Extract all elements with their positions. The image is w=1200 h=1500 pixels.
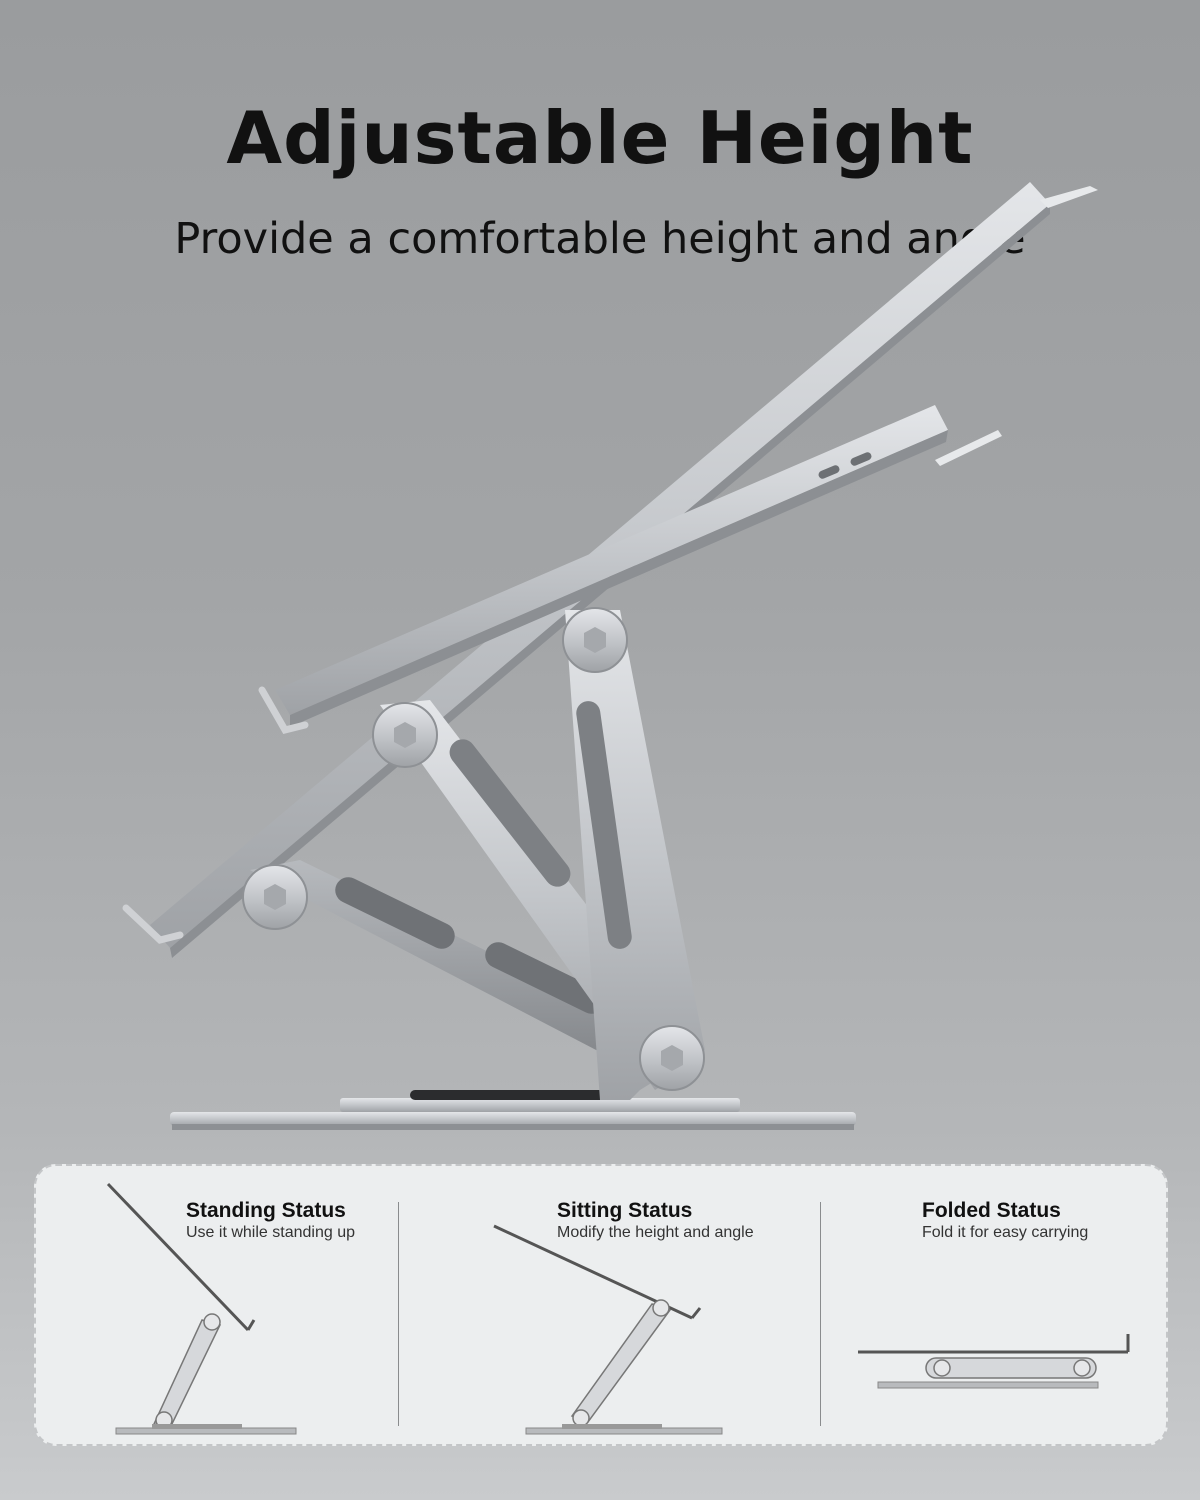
sitting-status-title: Sitting Status — [557, 1199, 693, 1222]
status-panel — [34, 1164, 1168, 1446]
sitting-stand-icon — [492, 1222, 752, 1442]
divider — [398, 1202, 399, 1426]
folded-stand-icon — [856, 1326, 1146, 1396]
standing-status-title: Standing Status — [186, 1199, 346, 1222]
folded-status-desc: Fold it for easy carrying — [922, 1224, 1089, 1241]
page-title: Adjustable Height — [226, 96, 974, 180]
standing-status-desc: Use it while standing up — [186, 1224, 355, 1241]
stand-base — [170, 1090, 856, 1130]
sitting-status-desc: Modify the height and angle — [557, 1224, 754, 1241]
page-subtitle: Provide a comfortable height and angle — [174, 214, 1026, 264]
folded-status-title: Folded Status — [922, 1199, 1061, 1222]
laptop-stand-illustration — [0, 170, 1200, 1150]
divider — [820, 1202, 821, 1426]
